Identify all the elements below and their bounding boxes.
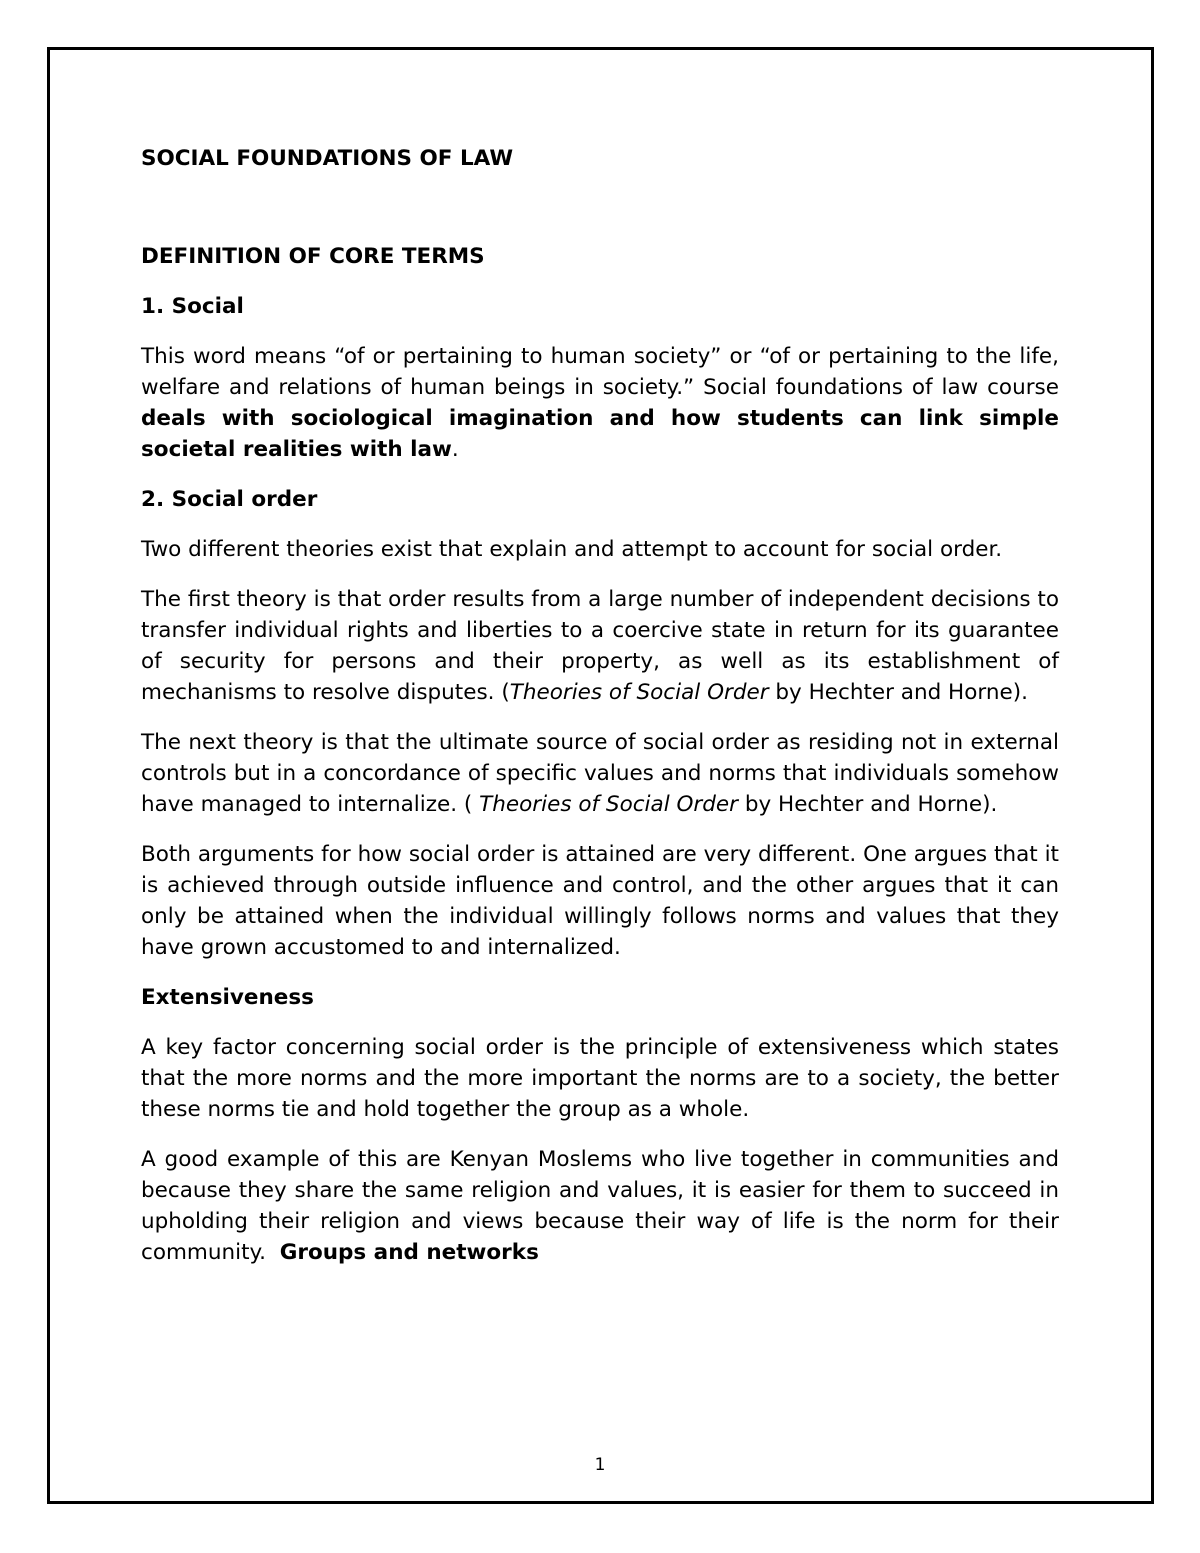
document-title: SOCIAL FOUNDATIONS OF LAW — [141, 146, 514, 171]
paragraph-extensiveness-principle: A key factor concerning social order is the principle of extensiveness which states that the more norms and the more important the norms are to a society, the better these norms tie and hold together the group as a whole. — [141, 1035, 1059, 1122]
paragraph-two-theories: Two different theories exist that explain and attempt to account for social order. — [141, 537, 1003, 562]
paragraph-text: This word means “of or pertaining to human society” or “of or pertaining to the life, welfare and relations of human beings in society.” Social foundations of law course — [141, 344, 1059, 400]
paragraph-text: The next theory is that the ultimate source of social order as residing not in external controls but in a concordance of specific values and norms that individuals somehow have managed to internalize. ( — [141, 730, 1059, 817]
bold-emphasis: deals with sociological imagination and how students can link simple societal realities with law — [141, 406, 1059, 462]
term-heading-social: 1. Social — [141, 294, 244, 319]
paragraph-text: The first theory is that order results from a large number of independent decisions to transfer individual rights and liberties to a coercive state in return for its guarantee of security for persons and their property, as well as its establishment of mechanisms to resolve disputes. ( — [141, 587, 1059, 705]
term-heading-social-order: 2. Social order — [141, 487, 318, 512]
paragraph-text: by Hechter and Horne). — [768, 680, 1028, 705]
section-heading-core-terms: DEFINITION OF CORE TERMS — [141, 244, 485, 269]
paragraph-kenyan-example — [141, 1144, 1059, 1268]
heading-groups-and-networks: Groups and networks — [279, 1240, 539, 1265]
italic-book-title: Theories of Social Order — [509, 680, 769, 705]
paragraph-social-definition — [141, 341, 1059, 465]
heading-extensiveness: Extensiveness — [141, 985, 314, 1010]
paragraph-next-theory — [141, 727, 1059, 820]
paragraph-text: by Hechter and Horne). — [738, 792, 998, 817]
paragraph-text: . — [451, 437, 459, 462]
paragraph-first-theory — [141, 584, 1059, 708]
italic-book-title: Theories of Social Order — [479, 792, 738, 817]
document-body — [141, 143, 1059, 1268]
paragraph-text: A good example of this are Kenyan Moslems who live together in communities and because they share the same religion and values, it is easier for them to succeed in upholding their religion and views because their way of life is the norm for their community. — [141, 1147, 1059, 1265]
paragraph-both-arguments: Both arguments for how social order is attained are very different. One argues that it is achieved through outside influence and control, and the other argues that it can only be attained when the individual willingly follows norms and values that they have grown accustomed to and internalized. — [141, 842, 1059, 960]
page-number: 1 — [594, 1455, 606, 1475]
